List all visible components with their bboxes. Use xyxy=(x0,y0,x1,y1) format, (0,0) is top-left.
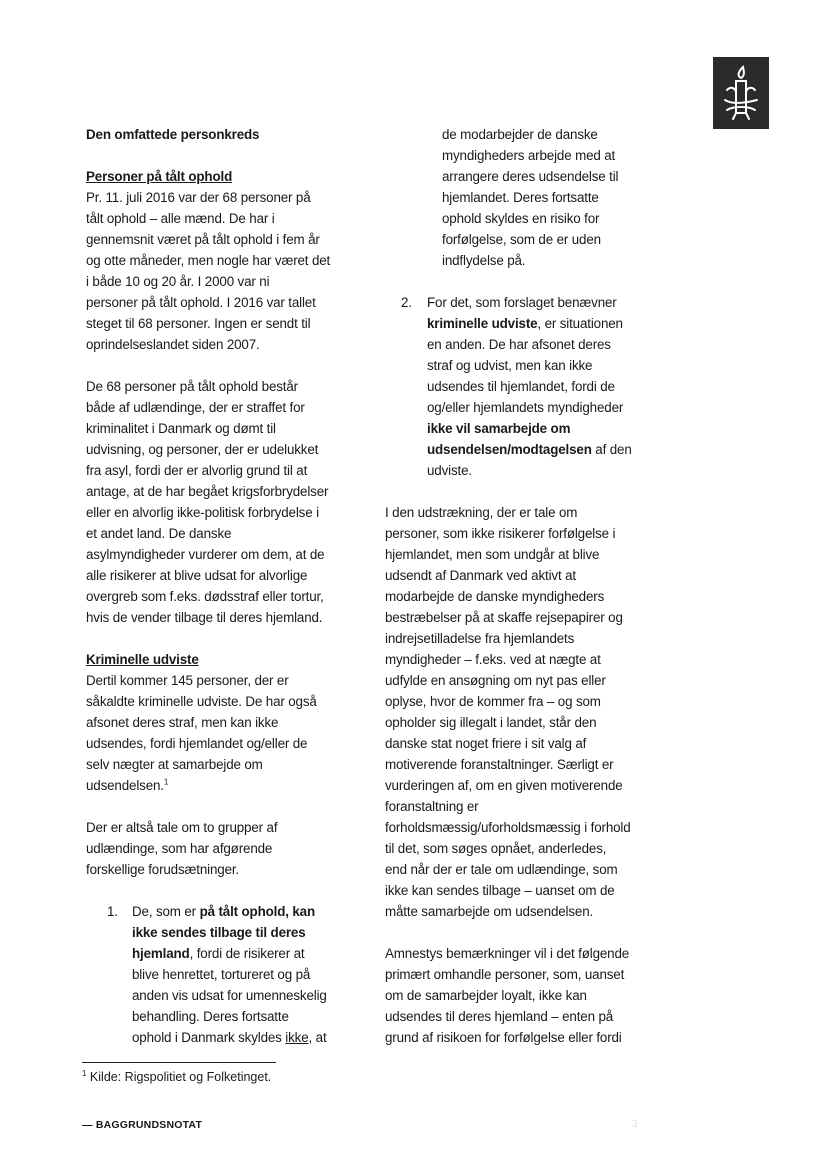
text-line: oplyse, hvor de kommer fra – og som xyxy=(385,694,601,709)
text-line: hjemlandet. Deres fortsatte xyxy=(442,190,599,205)
paragraph-amnesty-remarks xyxy=(385,943,655,1048)
text-line: I den udstrækning, der er tale om xyxy=(385,505,578,520)
text-line: forskellige forudsætninger. xyxy=(86,862,240,877)
text-line: og otte måneder, men nogle har været det xyxy=(86,253,331,268)
footnote-text: Kilde: Rigspolitiet og Folketinget. xyxy=(86,1070,272,1084)
text-line: udsendes til deres hjemland – enten på xyxy=(385,1009,614,1024)
list-item-1-continued xyxy=(442,124,652,271)
text-line: end når der er tale om udlændinge, som xyxy=(385,862,618,877)
text-line: ophold i Danmark skyldes ikke, at xyxy=(132,1030,327,1045)
text-line: oprindelseslandet siden 2007. xyxy=(86,337,260,352)
left-column xyxy=(86,124,350,1048)
text-line: kriminalitet i Danmark og dømt til xyxy=(86,421,276,436)
amnesty-candle-logo xyxy=(713,57,769,129)
footer-label: — BAGGRUNDSNOTAT xyxy=(82,1119,203,1131)
text-line: ikke vil samarbejde om xyxy=(427,421,571,436)
text-line: ophold skyldes en risiko for xyxy=(442,211,600,226)
paragraph-68-persons xyxy=(86,376,350,628)
text-line: bestræbelser på at skaffe rejsepapirer og xyxy=(385,610,623,625)
subheading-criminal-expelled: Kriminelle udviste xyxy=(86,652,199,667)
list-item-2 xyxy=(401,292,652,481)
text-line: fra asyl, fordi der er alvorlig grund til at xyxy=(86,463,308,478)
text-line: indflydelse på. xyxy=(442,253,526,268)
text-line: arrangere deres udsendelse til xyxy=(442,169,619,184)
text-line: behandling. Deres fortsatte xyxy=(132,1009,289,1024)
text-line: hjemland, fordi de risikerer at xyxy=(132,946,305,961)
text-line: afsonet deres straf, men kan ikke xyxy=(86,715,279,730)
text-line: både af udlændinge, der er straffet for xyxy=(86,400,305,415)
text-line: eller en alvorlig ikke-politisk forbrydelse i xyxy=(86,505,319,520)
subheading-tolerated-stay: Personer på tålt ophold xyxy=(86,169,233,184)
text-line: i både 10 og 20 år. I 2000 var ni xyxy=(86,274,270,289)
text-line: de modarbejder de danske xyxy=(442,127,598,142)
text-line: udsendt af Danmark ved aktivt at xyxy=(385,568,576,583)
page-number: 3 xyxy=(632,1119,638,1130)
text-line: De 68 personer på tålt ophold består xyxy=(86,379,298,394)
text-line: gennemsnit været på tålt ophold i fem år xyxy=(86,232,320,247)
text-line: Dertil kommer 145 personer, der er xyxy=(86,673,289,688)
paragraph-criminal-expelled xyxy=(86,670,350,796)
text-line: et andet land. De danske xyxy=(86,526,232,541)
text-line: myndigheder – f.eks. ved at nægte at xyxy=(385,652,601,667)
text-line: udviste. xyxy=(427,463,472,478)
candle-icon xyxy=(721,64,761,122)
text-line: anden vis udsat for umenneskelig xyxy=(132,988,327,1003)
text-line: opholder sig illegalt i landet, står den xyxy=(385,715,597,730)
paragraph-extent xyxy=(385,502,655,922)
text-line: asylmyndigheder vurderer om dem, at de xyxy=(86,547,325,562)
paragraph-two-groups xyxy=(86,817,350,880)
text-line: måtte samarbejde om udsendelsen. xyxy=(385,904,594,919)
text-line: personer, som ikke risikerer forfølgelse i xyxy=(385,526,616,541)
text-line: om de samarbejder loyalt, ikke kan xyxy=(385,988,587,1003)
text-line: motiverende foranstaltninger. Særligt er xyxy=(385,757,614,772)
text-line: foranstaltning er xyxy=(385,799,479,814)
text-line: ikke kan sendes tilbage – uanset om de xyxy=(385,883,615,898)
text-line: Pr. 11. juli 2016 var der 68 personer på xyxy=(86,190,311,205)
text-line: kriminelle udviste, er situationen xyxy=(427,316,623,331)
text-line: overgreb som f.eks. dødsstraf eller tortur, xyxy=(86,589,324,604)
text-line: forholdsmæssig/uforholdsmæssig i forhold xyxy=(385,820,631,835)
text-line: udvisning, og personer, der er udelukket xyxy=(86,442,319,457)
text-line: udsendes til hjemlandet, fordi de xyxy=(427,379,615,394)
text-line: udsendelsen.$^1$ xyxy=(86,777,169,793)
footnote-divider xyxy=(82,1062,276,1063)
footnote-reference[interactable]: 1 xyxy=(163,777,169,787)
text-line: vurderingen af, om en given motiverende xyxy=(385,778,623,793)
list-number: 1. xyxy=(107,904,118,919)
text-line: udsendes, fordi hjemlandet og/eller de xyxy=(86,736,308,751)
text-line: danske stat noget friere i sit valg af xyxy=(385,736,587,751)
text-line: modarbejde de danske myndigheders xyxy=(385,589,605,604)
footnote xyxy=(82,1068,271,1086)
section-title: Den omfattede personkreds xyxy=(86,127,260,142)
text-line: og/eller hjemlandets myndigheder xyxy=(427,400,624,415)
text-line: alle risikerer at blive udsat for alvorlige xyxy=(86,568,308,583)
text-line: steget til 68 personer. Ingen er sendt til xyxy=(86,316,311,331)
text-line: blive henrettet, tortureret og på xyxy=(132,967,311,982)
text-line: tålt ophold – alle mænd. De har i xyxy=(86,211,275,226)
text-line: straf og udvist, men kan ikke xyxy=(427,358,593,373)
text-line: udsendelsen/modtagelsen af den xyxy=(427,442,632,457)
text-line: myndigheders arbejde med at xyxy=(442,148,616,163)
text-line: indrejsetilladelse fra hjemlandets xyxy=(385,631,575,646)
text-line: primært omhandle personer, som, uanset xyxy=(385,967,625,982)
text-line: til det, som søges opnået, anderledes, xyxy=(385,841,607,856)
paragraph-tolerated-stay xyxy=(86,187,350,355)
list-number: 2. xyxy=(401,295,412,310)
text-line: De, som er på tålt ophold, kan xyxy=(132,904,315,919)
text-line: såkaldte kriminelle udviste. De har også xyxy=(86,694,317,709)
text-line: For det, som forslaget benævner xyxy=(427,295,617,310)
footnote-number: 1 xyxy=(82,1068,87,1078)
text-line: udfylde en ansøgning om nyt pas eller xyxy=(385,673,606,688)
text-line: ikke sendes tilbage til deres xyxy=(132,925,306,940)
text-line: grund af risikoen for forfølgelse eller fordi xyxy=(385,1030,622,1045)
text-line: Amnestys bemærkninger vil i det følgende xyxy=(385,946,630,961)
text-line: hvis de vender tilbage til deres hjemland. xyxy=(86,610,323,625)
text-line: antage, at de har begået krigsforbrydelser xyxy=(86,484,329,499)
text-line: hjemlandet, men som undgår at blive xyxy=(385,547,600,562)
text-line: Der er altså tale om to grupper af xyxy=(86,820,278,835)
text-line: selv nægter at samarbejde om xyxy=(86,757,263,772)
list-item-1 xyxy=(107,901,342,1048)
text-line: udlændinge, som har afgørende xyxy=(86,841,273,856)
text-line: personer på tålt ophold. I 2016 var tallet xyxy=(86,295,316,310)
right-column xyxy=(385,124,655,1048)
text-line: en anden. De har afsonet deres xyxy=(427,337,611,352)
text-line: forfølgelse, som de er uden xyxy=(442,232,601,247)
